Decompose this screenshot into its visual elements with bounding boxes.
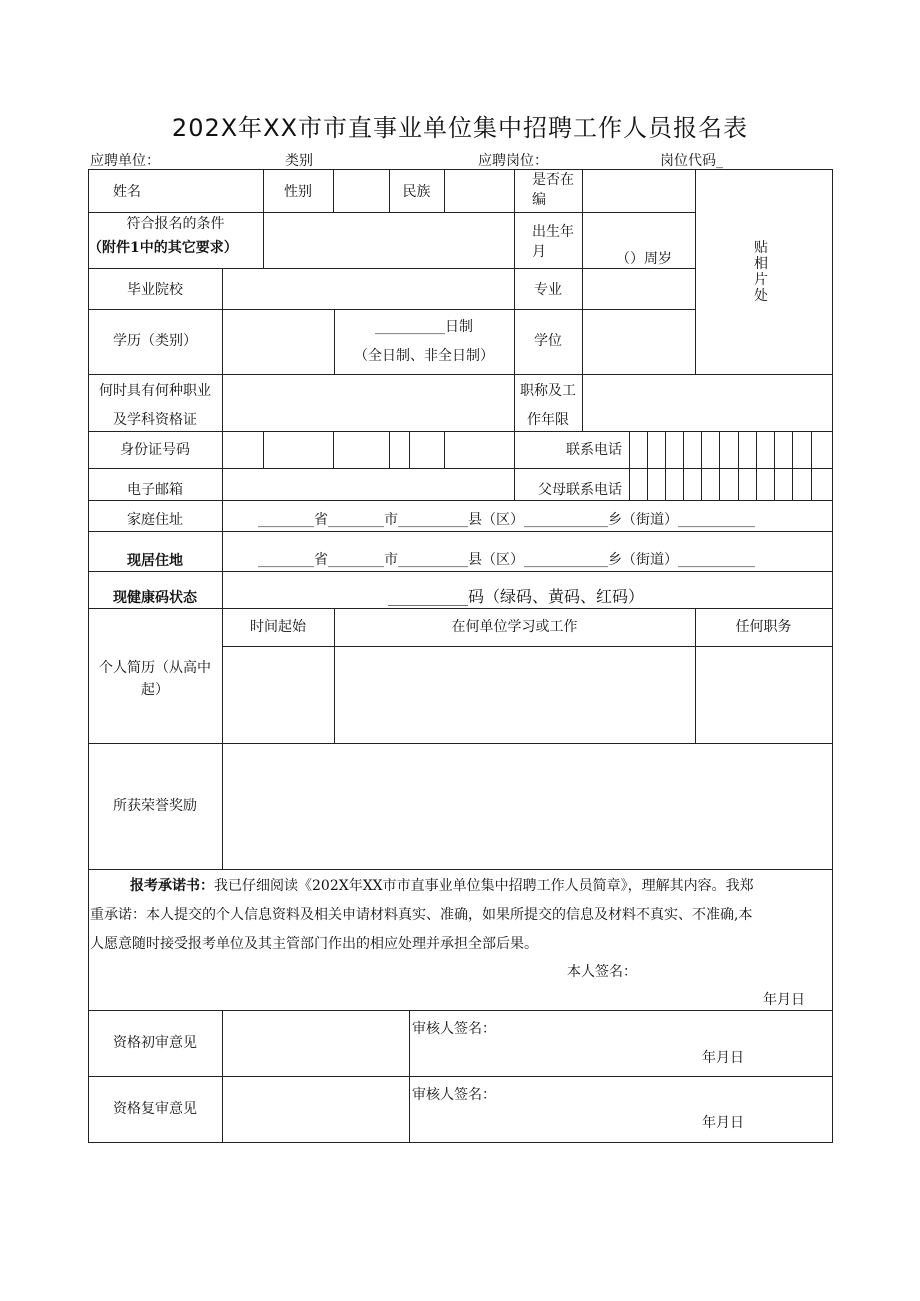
grid-line-v xyxy=(514,468,515,501)
grid-line-v xyxy=(222,374,223,432)
grid-line-v xyxy=(222,431,223,469)
resume-col-time: 时间起始 xyxy=(250,619,306,635)
header-category: 类别 xyxy=(285,153,313,169)
grid-line-h xyxy=(88,1142,833,1143)
label-health-code: 现健康码状态 xyxy=(113,590,197,606)
grid-line-v xyxy=(811,431,812,501)
label-conditions-note: （附件1中的其它要求） xyxy=(88,240,238,256)
grid-line-h xyxy=(88,531,833,532)
label-age: （）周岁 xyxy=(616,251,672,267)
label-second-review: 资格复审意见 xyxy=(113,1101,197,1117)
grid-line-v xyxy=(756,431,757,501)
grid-line-h xyxy=(88,1076,833,1077)
grid-line-v xyxy=(222,1010,223,1143)
grid-line-v xyxy=(514,169,515,213)
grid-line-v xyxy=(647,431,648,501)
resume-col-role: 任何职务 xyxy=(735,619,792,635)
label-name: 姓名 xyxy=(113,184,141,200)
pledge-date: 年月日 xyxy=(763,992,805,1008)
second-review-date: 年月日 xyxy=(702,1115,744,1131)
label-title-years: 职称及工 xyxy=(520,383,576,399)
grid-line-h xyxy=(88,468,833,469)
grid-line-v xyxy=(683,431,684,501)
label-conditions: 符合报名的条件 xyxy=(126,216,225,232)
grid-line-h xyxy=(88,374,833,375)
grid-line-h xyxy=(88,268,696,269)
header-unit: 应聘单位： xyxy=(90,153,160,169)
grid-line-v xyxy=(774,431,775,501)
grid-line-v xyxy=(263,431,264,469)
grid-line-v xyxy=(629,431,630,501)
label-first-review: 资格初审意见 xyxy=(113,1035,197,1051)
grid-line-v xyxy=(701,431,702,501)
header-position-code: 岗位代码_ xyxy=(660,153,723,169)
grid-line-v xyxy=(738,431,739,501)
label-parent-phone: 父母联系电话 xyxy=(538,482,622,498)
grid-line-v xyxy=(409,1010,410,1143)
pledge-label: 报考承诺书： xyxy=(130,878,214,894)
grid-line-h xyxy=(88,169,833,170)
pledge-line-1 xyxy=(130,877,754,897)
grid-line-h xyxy=(88,869,833,870)
pledge-text-1: 我已仔细阅读《202X年XX市市直事业单位集中招聘工作人员简章》，理解其内容。我郑 xyxy=(214,878,754,894)
grid-line-v xyxy=(389,431,390,469)
grid-line-h xyxy=(88,212,696,213)
grid-line-v xyxy=(582,268,583,375)
label-degree: 学位 xyxy=(534,333,562,349)
label-id-number: 身份证号码 xyxy=(120,442,190,458)
grid-line-v xyxy=(263,212,264,269)
label-education: 学历（类别） xyxy=(113,333,197,349)
grid-line-v xyxy=(222,500,223,870)
grid-line-h xyxy=(88,309,696,310)
label-in-staff: 是否在编 xyxy=(532,172,574,208)
grid-line-v xyxy=(695,169,696,375)
label-study-system-options: （全日制、非全日制） xyxy=(354,348,494,364)
label-phone: 联系电话 xyxy=(566,442,622,458)
grid-line-h xyxy=(88,431,833,432)
current-address-format: ________省________市__________县（区）____________乡（街道）___________ xyxy=(258,552,755,568)
first-review-signature: 审核人签名： xyxy=(412,1021,496,1037)
grid-line-v xyxy=(665,431,666,501)
grid-line-v xyxy=(222,268,223,375)
grid-line-v xyxy=(444,431,445,469)
grid-line-h xyxy=(88,743,833,744)
label-title-years-2: 作年限 xyxy=(527,412,569,428)
grid-line-v xyxy=(719,431,720,501)
photo-placeholder: 贴相片处 xyxy=(754,240,768,305)
pledge-line-2: 重承诺：本人提交的个人信息资料及相关申请材料真实、准确，如果所提交的信息及材料不真实、不准确,本 xyxy=(90,907,753,923)
grid-line-v xyxy=(514,431,515,469)
grid-line-v xyxy=(333,431,334,469)
resume-col-unit: 在何单位学习或工作 xyxy=(451,619,578,635)
home-address-format: ________省________市__________县（区）____________乡（街道）___________ xyxy=(258,512,755,528)
grid-line-v xyxy=(444,169,445,213)
label-certificate: 何时具有何种职业 xyxy=(99,383,211,399)
pledge-line-3: 人愿意随时接受报考单位及其主管部门作出的相应处理并承担全部后果。 xyxy=(90,936,538,952)
label-school: 毕业院校 xyxy=(127,282,183,298)
grid-line-h xyxy=(222,646,833,647)
label-home-address: 家庭住址 xyxy=(127,512,183,528)
grid-line-v xyxy=(582,374,583,432)
pledge-signature: 本人签名： xyxy=(567,964,637,980)
grid-line-v xyxy=(514,212,515,269)
grid-line-v xyxy=(832,169,833,1143)
label-ethnicity: 民族 xyxy=(402,184,431,200)
label-honors: 所获荣誉奖励 xyxy=(113,798,197,814)
label-certificate-2: 及学科资格证 xyxy=(113,412,197,428)
grid-line-v xyxy=(88,169,89,1143)
grid-line-v xyxy=(222,468,223,501)
header-position: 应聘岗位： xyxy=(478,153,548,169)
grid-line-v xyxy=(409,431,410,469)
label-resume: 个人简历（从高中起） xyxy=(99,660,211,698)
health-code-options: __________码（绿码、黄码、红码） xyxy=(388,587,645,606)
grid-line-v xyxy=(333,169,334,213)
form-title: 202X年XX市市直事业单位集中招聘工作人员报名表 xyxy=(171,114,749,142)
first-review-date: 年月日 xyxy=(702,1050,744,1066)
label-gender: 性别 xyxy=(284,184,312,200)
second-review-signature: 审核人签名： xyxy=(412,1087,496,1103)
label-birth: 出生年月 xyxy=(532,224,574,260)
label-email: 电子邮箱 xyxy=(127,482,183,498)
grid-line-h xyxy=(88,1010,833,1011)
label-major: 专业 xyxy=(534,282,562,298)
grid-line-v xyxy=(792,431,793,501)
label-study-system: __________日制 xyxy=(375,319,473,335)
label-current-address: 现居住地 xyxy=(127,553,183,569)
